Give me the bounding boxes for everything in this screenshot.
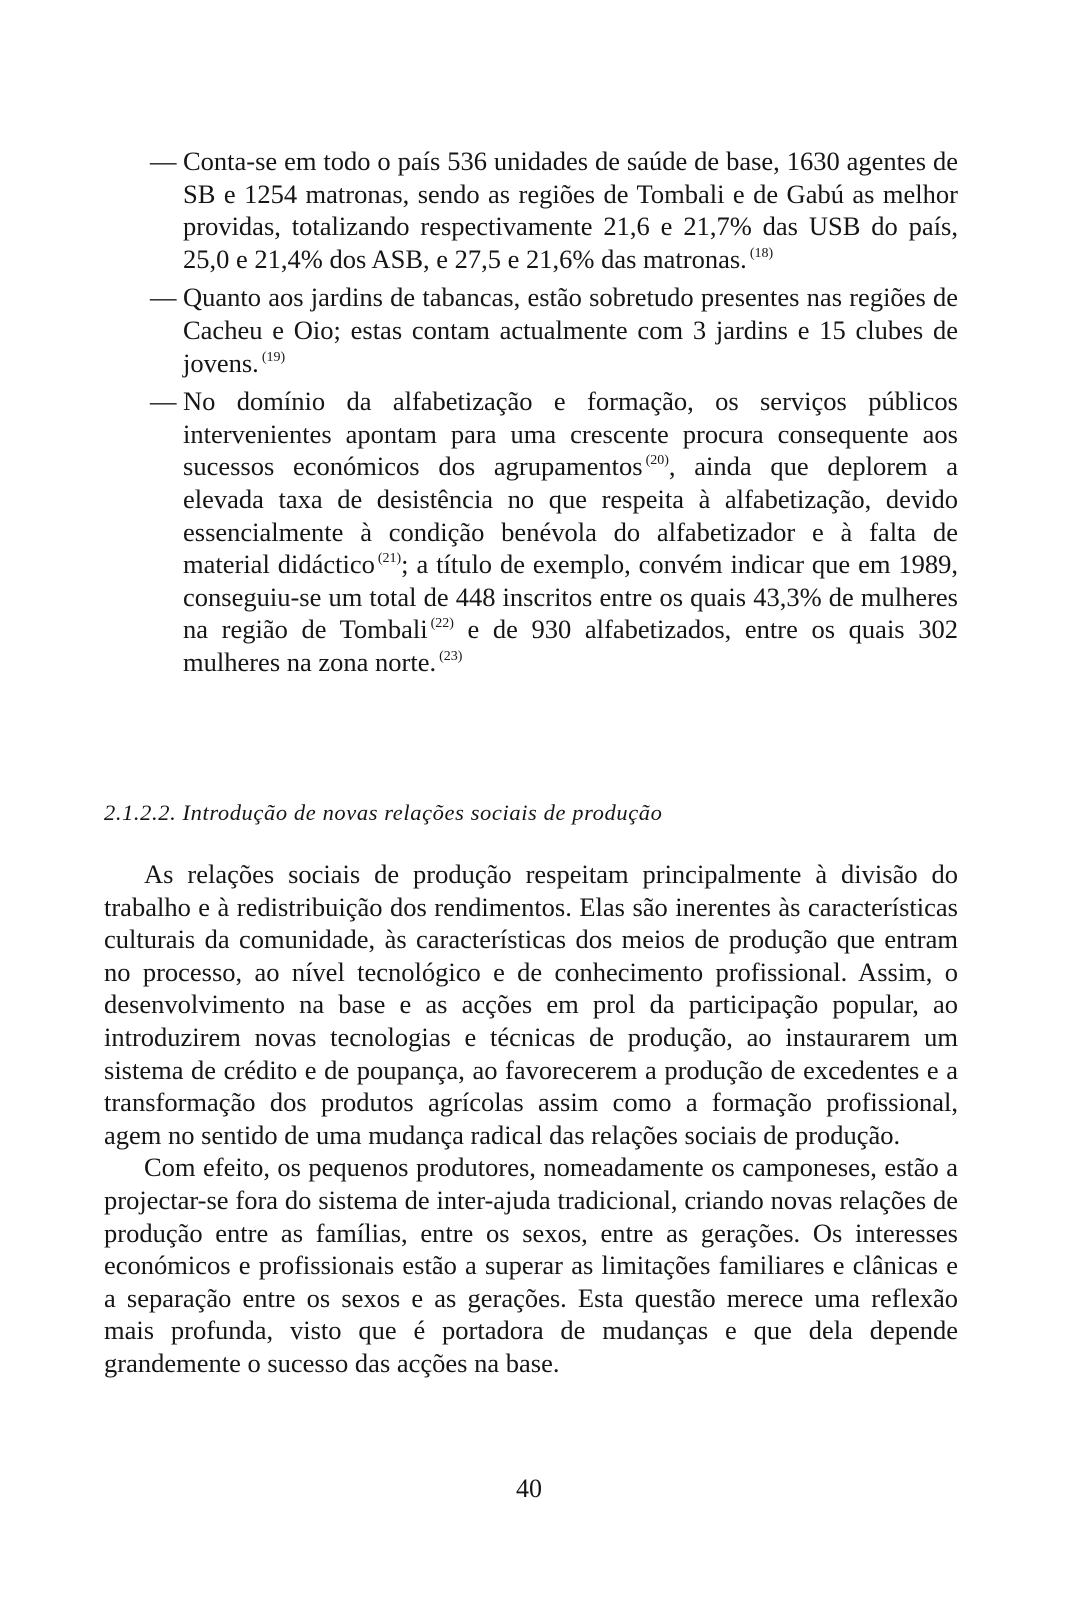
footnote-ref: (23): [439, 648, 463, 664]
page-number: 40: [516, 1474, 542, 1503]
paragraph: As relações sociais de produção respeitam principalmente à divisão do trabalho e à redistribuição dos rendimentos. Elas são inerentes às características culturais da comunidade, às características dos meios de produção que entram no processo, ao nível tecnológico e de conhecimento profissional. Assim, o desenvolvimento na base e as acções em prol da participação popular, ao introduzirem novas tecnologias e técnicas de produção, ao instaurarem um sistema de crédito e de poupança, ao favorecerem a produção de excedentes e a transformação dos produtos agrícolas assim como a formação profissional, agem no sentido de uma mudança radical das relações sociais de produção.: [104, 859, 958, 1150]
bullet-item: [150, 281, 958, 379]
paragraph: Com efeito, os pequenos produtores, nomeadamente os camponeses, estão a projectar-se fora do sistema de inter-ajuda tradicional, criando novas relações de produção entre as famílias, entre os sexos, entre as gerações. Os interesses económicos e profissionais estão a superar as limitações familiares e clânicas e a separação entre os sexos e as gerações. Esta questão merece uma reflexão mais profunda, visto que é portadora de mudanças e que dela depende grandemente o sucesso das acções na base.: [104, 1152, 958, 1378]
footnote-ref: (22): [430, 616, 454, 632]
bullet-list: [150, 145, 958, 679]
bullet-dash: —: [150, 282, 177, 313]
bullet-dash: —: [150, 386, 177, 417]
bullet-text: Quanto aos jardins de tabancas, estão sobretudo presentes nas regiões de Cacheu e Oio; estas contam actualmente com 3 jardins e 15 clubes de jovens.: [183, 282, 958, 378]
footnote-ref: (21): [377, 551, 402, 567]
bullet-item: [150, 145, 958, 275]
bullet-text: e de 930 alfabetizados, entre os quais 302 mulheres na zona norte.: [183, 614, 958, 677]
section-heading: 2.1.2.2. Introdução de novas relações sociais de produção: [104, 800, 663, 825]
bullet-text: , ainda que deplorem a elevada taxa de desistência no que respeita à alfabetização, devido essencialmente à condição benévola do alfabetizador e à falta de material didáctico: [183, 451, 958, 580]
footnote-ref: (20): [645, 453, 669, 469]
bullet-item: [150, 385, 958, 678]
body-text: [104, 858, 958, 1380]
bullet-dash: —: [150, 146, 177, 176]
footnote-ref: (19): [261, 349, 286, 365]
bullet-text: Conta-se em todo o país 536 unidades de saúde de base, 1630 agentes de SB e 1254 matronas, sendo as regiões de Tombali e de Gabú as melhor providas, totalizando respectivamente 21,6 e 21,7% das USB do país, 25,0 e 21,4% dos ASB, e 27,5 e 21,6% das matronas.: [183, 146, 958, 274]
bullet-text: ; a título de exemplo, convém indicar que em 1989, conseguiu-se um total de 448 inscritos entre os quais 43,3% de mulheres na região de Tombali: [183, 549, 958, 645]
footnote-ref: (18): [749, 245, 774, 261]
bullet-text: No domínio da alfabetização e formação, os serviços públicos intervenientes apontam para uma crescente procura consequente aos sucessos económicos dos agrupamentos: [183, 386, 958, 482]
